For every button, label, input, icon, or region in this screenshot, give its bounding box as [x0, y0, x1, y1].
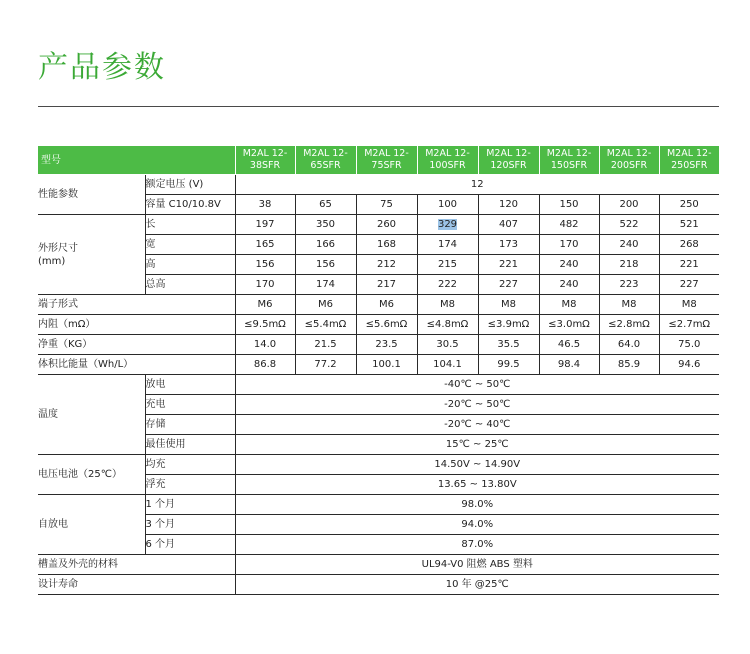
table-cell: 21.5 — [295, 335, 356, 355]
table-cell: 227 — [659, 275, 719, 295]
row-label: 3 个月 — [145, 515, 235, 535]
row-label: 总高 — [145, 275, 235, 295]
table-cell: UL94-V0 阻燃 ABS 塑料 — [235, 555, 719, 575]
table-cell: 65 — [295, 195, 356, 215]
table-cell: 215 — [417, 255, 478, 275]
table-cell: -20℃ ~ 50℃ — [235, 395, 719, 415]
table-cell: M8 — [417, 295, 478, 315]
row-temp-discharge — [38, 375, 719, 395]
table-cell: 407 — [478, 215, 539, 235]
table-cell: 240 — [539, 255, 599, 275]
table-cell: 87.0% — [235, 535, 719, 555]
table-cell: 46.5 — [539, 335, 599, 355]
table-cell: 168 — [356, 235, 417, 255]
row-label: 额定电压 (V) — [145, 175, 235, 195]
table-cell: 240 — [599, 235, 659, 255]
table-cell: 521 — [659, 215, 719, 235]
table-cell: 85.9 — [599, 355, 659, 375]
spec-table — [38, 146, 719, 595]
row-label: 浮充 — [145, 475, 235, 495]
table-cell: ≤3.9mΩ — [478, 315, 539, 335]
table-cell: 212 — [356, 255, 417, 275]
category-charge-voltage: 电压电池（25℃） — [38, 455, 145, 495]
table-cell: ≤5.4mΩ — [295, 315, 356, 335]
table-cell: ≤2.8mΩ — [599, 315, 659, 335]
row-material — [38, 555, 719, 575]
row-rated-voltage — [38, 175, 719, 195]
table-cell: 94.0% — [235, 515, 719, 535]
table-cell: 75.0 — [659, 335, 719, 355]
row-label: 6 个月 — [145, 535, 235, 555]
row-label: 1 个月 — [145, 495, 235, 515]
table-cell: 223 — [599, 275, 659, 295]
table-cell: 104.1 — [417, 355, 478, 375]
table-cell: 13.65 ~ 13.80V — [235, 475, 719, 495]
model-header: M2AL 12-120SFR — [478, 146, 539, 175]
row-label: 均充 — [145, 455, 235, 475]
model-header: M2AL 12-65SFR — [295, 146, 356, 175]
table-cell: M6 — [295, 295, 356, 315]
table-cell: ≤4.8mΩ — [417, 315, 478, 335]
table-cell: 218 — [599, 255, 659, 275]
table-cell: 156 — [295, 255, 356, 275]
table-cell: 14.0 — [235, 335, 295, 355]
header-model-label: 型号 — [38, 146, 235, 175]
table-cell: 38 — [235, 195, 295, 215]
table-cell: 221 — [659, 255, 719, 275]
category-temperature: 温度 — [38, 375, 145, 455]
table-cell: 174 — [417, 235, 478, 255]
row-design-life — [38, 575, 719, 595]
row-label: 放电 — [145, 375, 235, 395]
row-self-discharge-1m — [38, 495, 719, 515]
table-cell: M8 — [478, 295, 539, 315]
table-cell: 174 — [295, 275, 356, 295]
row-label: 槽盖及外壳的材料 — [38, 555, 235, 575]
table-cell: 100 — [417, 195, 478, 215]
table-cell: 197 — [235, 215, 295, 235]
category-dimensions: 外形尺寸 (mm) — [38, 215, 145, 295]
row-label: 内阻（mΩ） — [38, 315, 235, 335]
row-label: 容量 C10/10.8V — [145, 195, 235, 215]
table-cell: ≤3.0mΩ — [539, 315, 599, 335]
table-cell: -20℃ ~ 40℃ — [235, 415, 719, 435]
table-cell: 217 — [356, 275, 417, 295]
table-cell: 99.5 — [478, 355, 539, 375]
category-performance: 性能参数 — [38, 175, 145, 215]
table-cell: 165 — [235, 235, 295, 255]
model-header: M2AL 12-38SFR — [235, 146, 295, 175]
table-cell: 222 — [417, 275, 478, 295]
table-cell: 200 — [599, 195, 659, 215]
table-cell: -40℃ ~ 50℃ — [235, 375, 719, 395]
table-cell: M6 — [235, 295, 295, 315]
rated-voltage-value: 12 — [235, 175, 719, 195]
model-header: M2AL 12-75SFR — [356, 146, 417, 175]
table-cell: 86.8 — [235, 355, 295, 375]
table-cell: 350 — [295, 215, 356, 235]
header-row — [38, 146, 719, 175]
row-length — [38, 215, 719, 235]
title-divider — [38, 106, 719, 107]
row-label: 设计寿命 — [38, 575, 235, 595]
table-cell: 227 — [478, 275, 539, 295]
model-header: M2AL 12-150SFR — [539, 146, 599, 175]
table-cell: 166 — [295, 235, 356, 255]
table-cell: 156 — [235, 255, 295, 275]
table-cell: 10 年 @25℃ — [235, 575, 719, 595]
row-label: 最佳使用 — [145, 435, 235, 455]
table-cell: ≤9.5mΩ — [235, 315, 295, 335]
table-cell: 250 — [659, 195, 719, 215]
table-cell: 30.5 — [417, 335, 478, 355]
table-cell: M6 — [356, 295, 417, 315]
row-label: 长 — [145, 215, 235, 235]
row-terminal — [38, 295, 719, 315]
table-cell: 100.1 — [356, 355, 417, 375]
table-cell: 15℃ ~ 25℃ — [235, 435, 719, 455]
table-cell: 522 — [599, 215, 659, 235]
table-cell: 23.5 — [356, 335, 417, 355]
table-cell: 64.0 — [599, 335, 659, 355]
table-cell: 170 — [235, 275, 295, 295]
table-cell: 120 — [478, 195, 539, 215]
table-cell: 240 — [539, 275, 599, 295]
row-label: 宽 — [145, 235, 235, 255]
row-label: 存储 — [145, 415, 235, 435]
table-cell: M8 — [539, 295, 599, 315]
table-cell: 75 — [356, 195, 417, 215]
model-header: M2AL 12-250SFR — [659, 146, 719, 175]
table-cell: ≤2.7mΩ — [659, 315, 719, 335]
row-label: 体积比能量（Wh/L） — [38, 355, 235, 375]
table-cell: ≤5.6mΩ — [356, 315, 417, 335]
table-cell: M8 — [599, 295, 659, 315]
category-self-discharge: 自放电 — [38, 495, 145, 555]
highlighted-value: 329 — [437, 219, 458, 230]
row-resistance — [38, 315, 719, 335]
row-label: 高 — [145, 255, 235, 275]
table-cell: 260 — [356, 215, 417, 235]
table-cell: 173 — [478, 235, 539, 255]
table-cell: 150 — [539, 195, 599, 215]
table-cell: 98.0% — [235, 495, 719, 515]
table-cell: 482 — [539, 215, 599, 235]
row-energy-density — [38, 355, 719, 375]
table-cell: 98.4 — [539, 355, 599, 375]
model-header: M2AL 12-200SFR — [599, 146, 659, 175]
page-title: 产品参数 — [38, 50, 166, 85]
model-header: M2AL 12-100SFR — [417, 146, 478, 175]
row-weight — [38, 335, 719, 355]
row-label: 净重（KG） — [38, 335, 235, 355]
row-label: 充电 — [145, 395, 235, 415]
table-cell — [417, 215, 478, 235]
table-cell: 94.6 — [659, 355, 719, 375]
row-equalize-charge — [38, 455, 719, 475]
table-cell: 268 — [659, 235, 719, 255]
table-cell: 35.5 — [478, 335, 539, 355]
table-cell: 77.2 — [295, 355, 356, 375]
table-cell: M8 — [659, 295, 719, 315]
table-cell: 221 — [478, 255, 539, 275]
row-label: 端子形式 — [38, 295, 235, 315]
table-cell: 170 — [539, 235, 599, 255]
table-cell: 14.50V ~ 14.90V — [235, 455, 719, 475]
